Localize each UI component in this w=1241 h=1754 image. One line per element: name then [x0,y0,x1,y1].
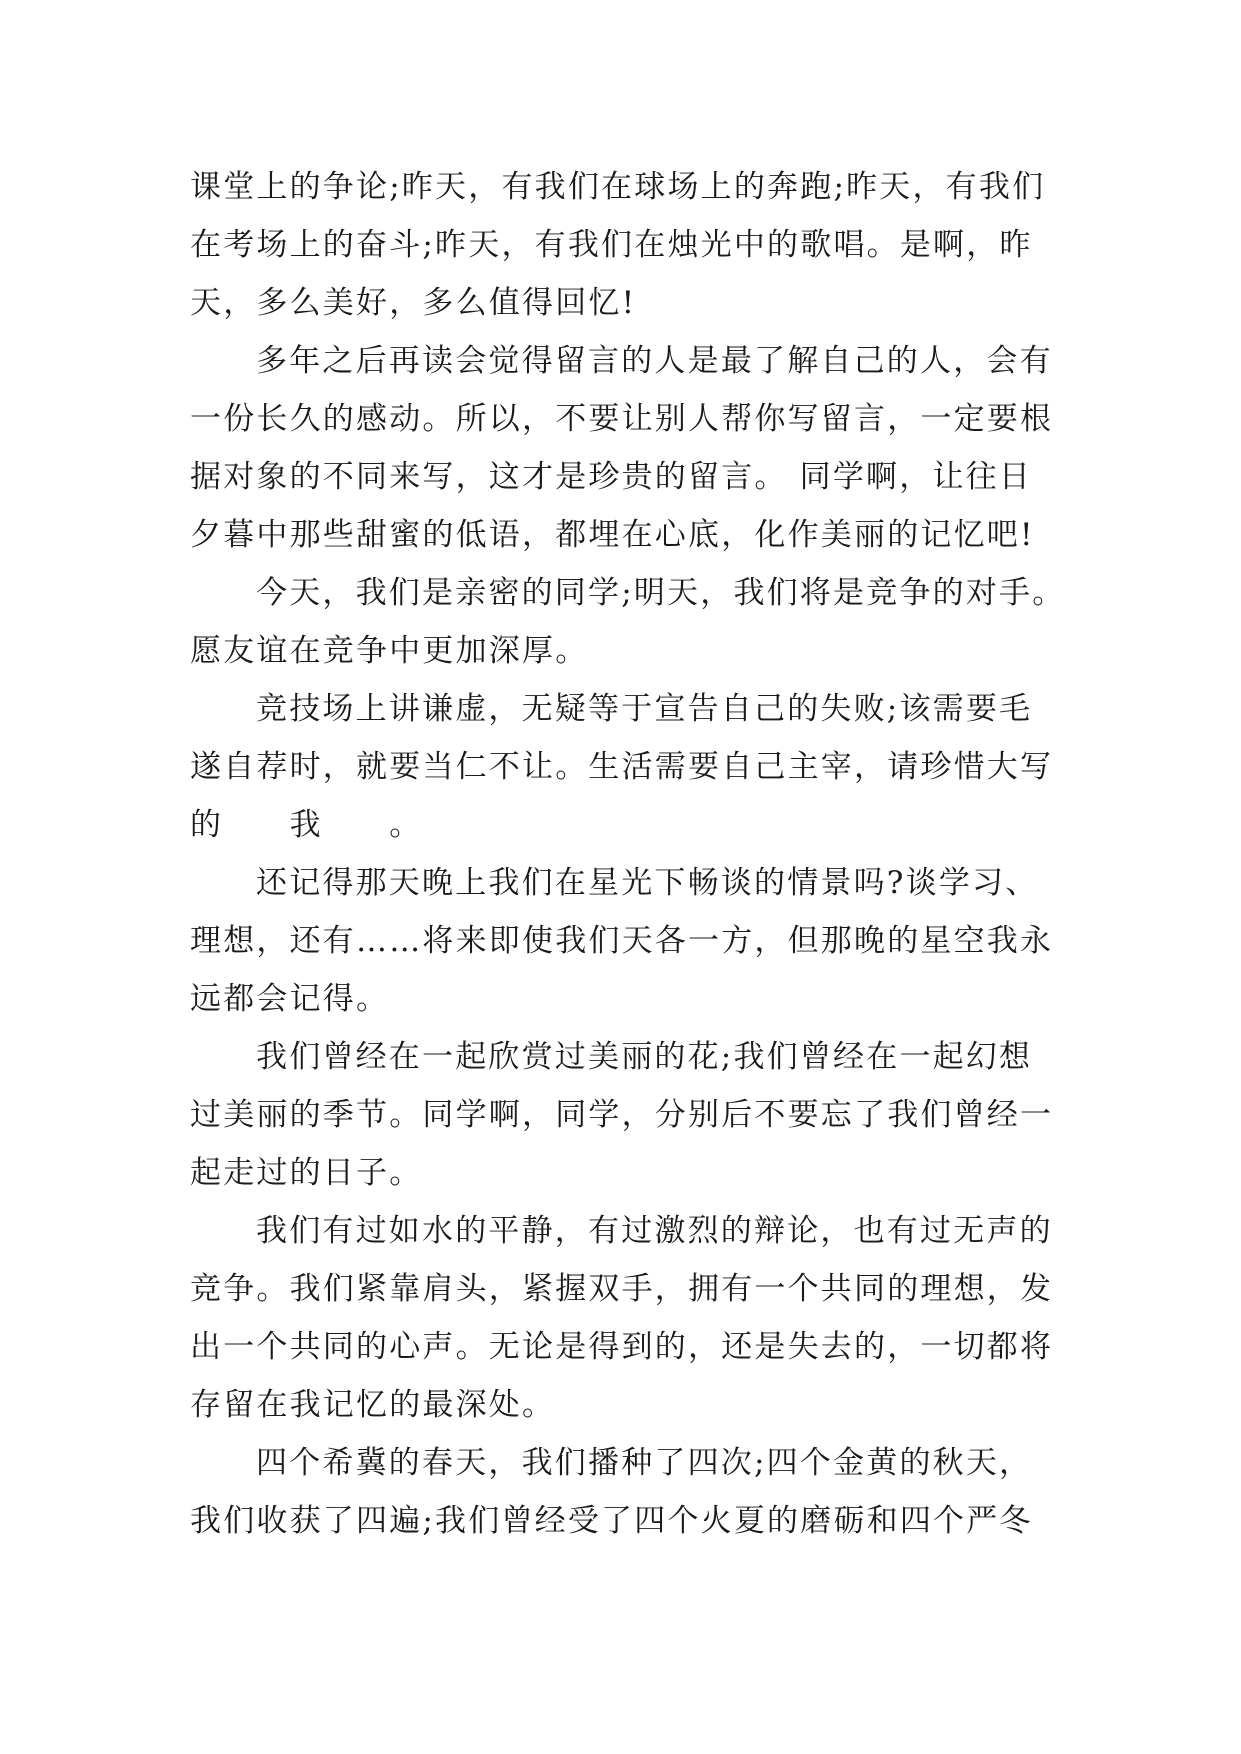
text-line: 据对象的不同来写，这才是珍贵的留言。 同学啊，让往日 [190,459,1033,495]
text-line: 夕暮中那些甜蜜的低语，都埋在心底，化作美丽的记忆吧! [190,517,1035,553]
text-line: 理想，还有……将来即使我们天各一方，但那晚的星空我永 [190,923,1054,959]
text-line: 我们收获了四遍;我们曾经受了四个火夏的磨砺和四个严冬 [190,1503,1033,1539]
text-line: 远都会记得。 [190,981,390,1017]
text-line: 一份长久的感动。所以，不要让别人帮你写留言，一定要根 [190,401,1054,437]
text-line: 在考场上的奋斗;昨天，有我们在烛光中的歌唱。是啊，昨 [190,227,1033,263]
text-line: 课堂上的争论;昨天，有我们在球场上的奔跑;昨天，有我们 [190,169,1046,205]
text-line: 还记得那天晚上我们在星光下畅谈的情景吗?谈学习、 [256,865,1039,901]
text-line: 的 我 。 [190,807,423,843]
body-text [190,158,1070,1550]
text-line: 我们曾经在一起欣赏过美丽的花;我们曾经在一起幻想 [256,1039,1033,1075]
text-line: 竞争。我们紧靠肩头，紧握双手，拥有一个共同的理想，发 [190,1271,1054,1307]
text-line: 遂自荐时，就要当仁不让。生活需要自己主宰，请珍惜大写 [190,749,1054,785]
text-line: 出一个共同的心声。无论是得到的，还是失去的，一切都将 [190,1329,1054,1365]
text-line: 竞技场上讲谦虚，无疑等于宣告自己的失败;该需要毛 [256,691,1033,727]
text-line: 今天，我们是亲密的同学;明天，我们将是竞争的对手。 [256,575,1066,611]
text-line: 过美丽的季节。同学啊，同学，分别后不要忘了我们曾经一 [190,1097,1054,1133]
text-line: 四个希冀的春天，我们播种了四次;四个金黄的秋天， [256,1445,1033,1481]
text-line: 起走过的日子。 [190,1155,423,1191]
text-line: 愿友谊在竞争中更加深厚。 [190,633,589,669]
text-line: 存留在我记忆的最深处。 [190,1387,556,1423]
text-line: 多年之后再读会觉得留言的人是最了解自己的人，会有 [256,343,1053,379]
text-line: 天，多么美好，多么值得回忆! [190,285,637,321]
text-line: 我们有过如水的平静，有过激烈的辩论，也有过无声的 [256,1213,1053,1249]
